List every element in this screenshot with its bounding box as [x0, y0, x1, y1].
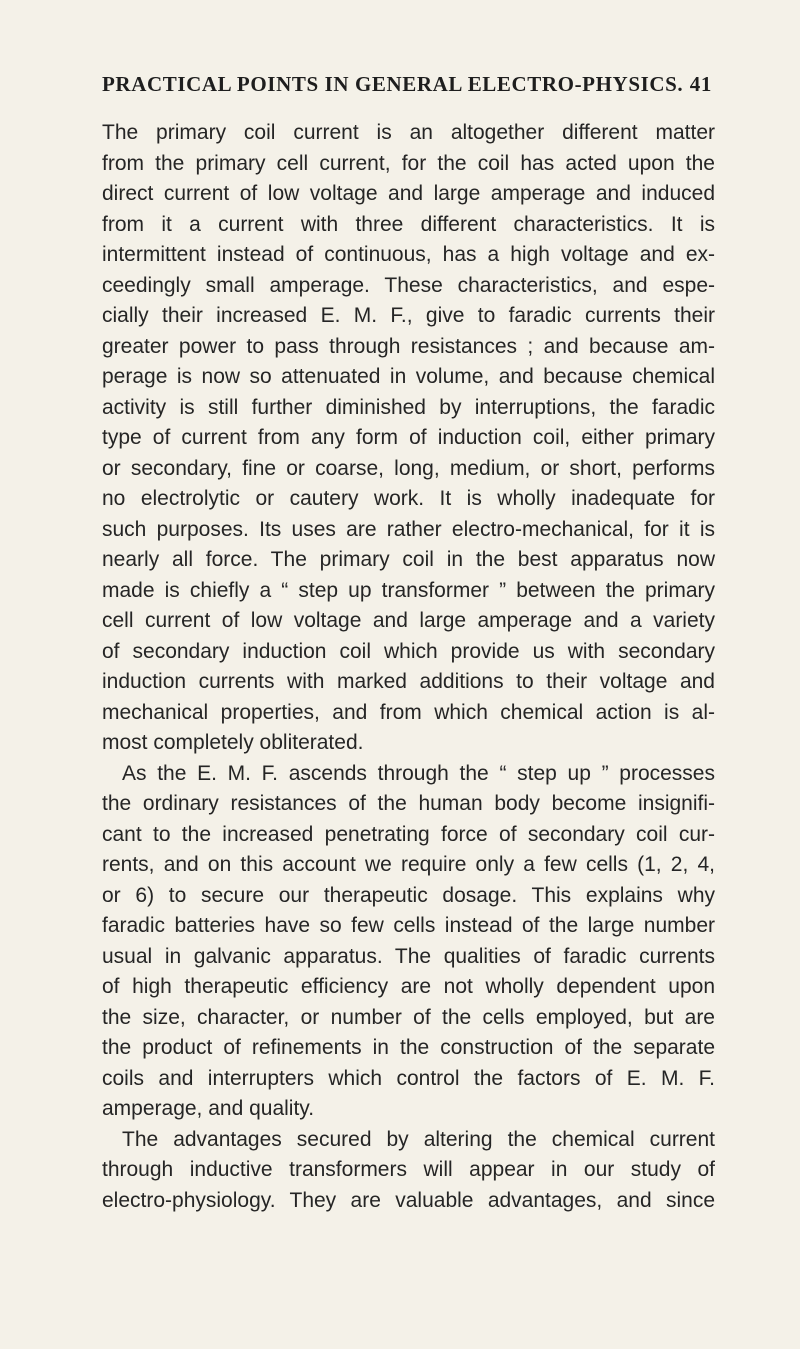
text-line: such purposes. Its uses are rather electro-mechanical, for it is — [102, 517, 715, 541]
text-line: activity is still further diminished by interruptions, the faradic — [102, 395, 715, 419]
text-line: from the primary cell current, for the coil has acted upon the — [102, 151, 715, 175]
text-line: mechanical properties, and from which chemical action is al- — [102, 700, 715, 724]
text-line: usual in galvanic apparatus. The qualities of faradic currents — [102, 944, 715, 968]
text-line: perage is now so attenuated in volume, and because chemical — [102, 365, 715, 388]
text-line: electro-physiology. They are valuable advantages, and since — [102, 1188, 715, 1212]
paragraph-2 — [102, 759, 715, 1125]
text-line: through inductive transformers will appear in our study of — [102, 1158, 715, 1181]
text-line: or 6) to secure our therapeutic dosage. This explains why — [102, 883, 715, 907]
text-line: or secondary, fine or coarse, long, medium, or short, performs — [102, 456, 715, 480]
text-line: ceedingly small amperage. These characteristics, and espe- — [102, 273, 715, 297]
text-line: direct current of low voltage and large amperage and induced — [102, 182, 715, 205]
body-text — [102, 118, 715, 1216]
text-line: cant to the increased penetrating force of secondary coil cur- — [102, 822, 715, 846]
text-line: greater power to pass through resistances ; and because am- — [102, 334, 715, 358]
text-line: the size, character, or number of the cells employed, but are — [102, 1005, 715, 1029]
text-line: the product of refinements in the construction of the separate — [102, 1036, 715, 1059]
paragraph-3 — [102, 1125, 715, 1217]
text-line: intermittent instead of continuous, has a high voltage and ex- — [102, 243, 715, 266]
text-line: As the E. M. F. ascends through the “ step up ” processes — [122, 761, 715, 785]
text-line: of high therapeutic efficiency are not wholly dependent upon — [102, 975, 715, 998]
text-line: induction currents with marked additions to their voltage and — [102, 670, 715, 693]
text-line: nearly all force. The primary coil in the best apparatus now — [102, 548, 715, 571]
text-line: cially their increased E. M. F., give to faradic currents their — [102, 304, 715, 327]
text-line: no electrolytic or cautery work. It is wholly inadequate for — [102, 487, 715, 510]
running-title: PRACTICAL POINTS IN GENERAL ELECTRO-PHYSICS. — [102, 72, 684, 96]
text-line: type of current from any form of induction coil, either primary — [102, 426, 715, 449]
text-line: cell current of low voltage and large amperage and a variety — [102, 609, 715, 632]
text-line: The primary coil current is an altogether different matter — [102, 121, 715, 144]
text-line: coils and interrupters which control the factors of E. M. F. — [102, 1066, 715, 1090]
text-line: of secondary induction coil which provide us with secondary — [102, 639, 715, 663]
paragraph-1 — [102, 118, 715, 759]
text-line: made is chiefly a “ step up transformer ” between the primary — [102, 578, 715, 602]
running-head — [102, 72, 712, 102]
text-line: faradic batteries have so few cells instead of the large number — [102, 914, 715, 937]
text-line: most completely obliterated. — [102, 731, 364, 754]
text-line: amperage, and quality. — [102, 1097, 315, 1120]
text-line: The advantages secured by altering the chemical current — [122, 1127, 715, 1151]
text-line: from it a current with three different characteristics. It is — [102, 212, 715, 236]
page-number: 41 — [689, 72, 712, 96]
text-line: rents, and on this account we require only a few cells (1, 2, 4, — [102, 853, 715, 876]
text-line: the ordinary resistances of the human body become insignifi- — [102, 792, 715, 815]
